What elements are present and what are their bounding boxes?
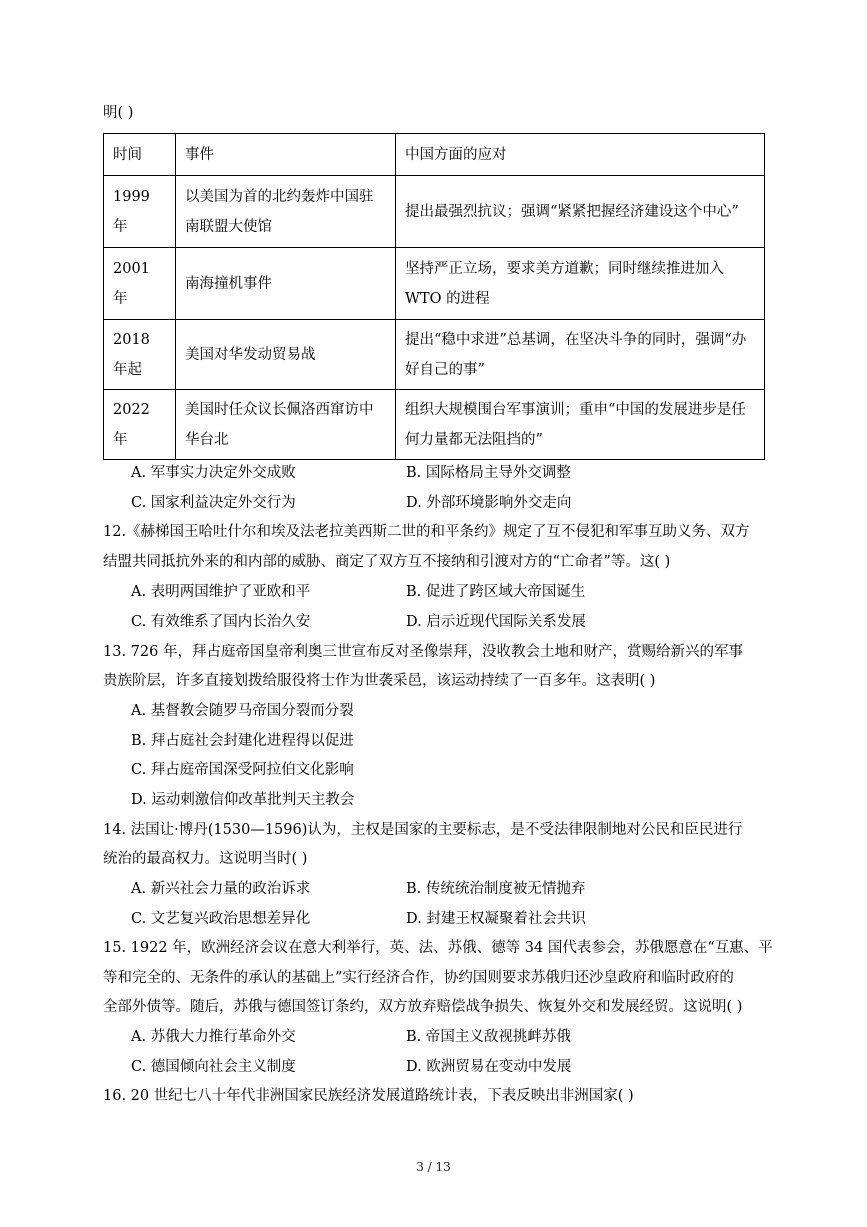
table-cell: 美国对华发动贸易战 (176, 320, 396, 390)
table-cell: 组织大规模围台军事演训；重申“中国的发展进步是任何力量都无法阻挡的” (396, 390, 765, 460)
option-a: A. 军事实力决定外交成败 (131, 465, 296, 481)
option-d: D. 欧洲贸易在变动中发展 (406, 1059, 572, 1075)
table-cell: 1999 年 (104, 176, 176, 248)
table-header-row (104, 134, 765, 176)
question-12-line: 12.《赫梯国王哈吐什尔和埃及法老拉美西斯二世的和平条约》规定了互不侵犯和军事互助义务、双方 (103, 524, 750, 540)
option-c: C. 德国倾向社会主义制度 (131, 1059, 296, 1075)
option-a: A. 苏俄大力推行革命外交 (131, 1029, 296, 1045)
option-a: A. 基督教会随罗马帝国分裂而分裂 (131, 703, 354, 719)
table-cell: 2022 年 (104, 390, 176, 460)
table-cell: 坚持严正立场，要求美方道歉；同时继续推进加入 WTO 的进程 (396, 248, 765, 320)
question-16-line: 16. 20 世纪七八十年代非洲国家民族经济发展道路统计表，下表反映出非洲国家( ) (103, 1088, 634, 1104)
option-a: A. 表明两国维护了亚欧和平 (131, 584, 311, 600)
events-table (103, 133, 765, 460)
table-row (104, 248, 765, 320)
option-d: D. 运动刺激信仰改革批判天主教会 (131, 792, 355, 808)
option-c: C. 文艺复兴政治思想差异化 (131, 911, 311, 927)
table-cell: 以美国为首的北约轰炸中国驻南联盟大使馆 (176, 176, 396, 248)
table-cell: 2001 年 (104, 248, 176, 320)
option-b: B. 促进了跨区域大帝国诞生 (406, 584, 586, 600)
option-d: D. 外部环境影响外交走向 (406, 495, 572, 511)
question-12-line: 结盟共同抵抗外来的和内部的威胁、商定了双方互不接纳和引渡对方的“亡命者”等。这( ) (103, 554, 671, 570)
page-number: 3 / 13 (416, 1160, 451, 1174)
question-15-line: 等和完全的、无条件的承认的基础上”实行经济合作，协约国则要求苏俄归还沙皇政府和临时政府的 (103, 970, 734, 986)
question-13-line: 13. 726 年，拜占庭帝国皇帝利奥三世宣布反对圣像崇拜，没收教会土地和财产，赏赐给新兴的军事 (103, 644, 743, 660)
option-c: C. 国家利益决定外交行为 (131, 495, 296, 511)
option-d: D. 启示近现代国际关系发展 (406, 614, 586, 630)
table-cell: 提出最强烈抗议；强调“紧紧把握经济建设这个中心” (396, 176, 765, 248)
question-15-line: 全部外债等。随后，苏俄与德国签订条约，双方放弃赔偿战争损失、恢复外交和发展经贸。这说明( ) (103, 999, 743, 1015)
question-14-line: 统治的最高权力。这说明当时( ) (103, 851, 308, 867)
question-14-line: 14. 法国让·博丹(1530—1596)认为，主权是国家的主要标志，是不受法律限制地对公民和臣民进行 (103, 822, 743, 838)
option-a: A. 新兴社会力量的政治诉求 (131, 881, 311, 897)
table-row (104, 176, 765, 248)
table-cell: 2018 年起 (104, 320, 176, 390)
header-cell: 时间 (104, 134, 176, 176)
table-cell: 美国时任众议长佩洛西窜访中华台北 (176, 390, 396, 460)
option-c: C. 拜占庭帝国深受阿拉伯文化影响 (131, 762, 354, 778)
header-cell: 中国方面的应对 (396, 134, 765, 176)
option-b: B. 传统统治制度被无情抛弃 (406, 881, 586, 897)
question-15-line: 15. 1922 年，欧洲经济会议在意大利举行，英、法、苏俄、德等 34 国代表参会，苏俄愿意在“互惠、平 (103, 940, 773, 956)
table-row (104, 320, 765, 390)
header-cell: 事件 (176, 134, 396, 176)
option-d: D. 封建王权凝聚着社会共识 (406, 911, 586, 927)
table-cell: 提出“稳中求进”总基调，在坚决斗争的同时，强调“办好自己的事” (396, 320, 765, 390)
option-b: B. 国际格局主导外交调整 (406, 465, 571, 481)
question-13-line: 贵族阶层，许多直接划拨给服役将士作为世袭采邑，该运动持续了一百多年。这表明( ) (103, 673, 656, 689)
table-cell: 南海撞机事件 (176, 248, 396, 320)
question-11-tail: 明( ) (103, 105, 134, 121)
option-c: C. 有效维系了国内长治久安 (131, 614, 311, 630)
table-row (104, 390, 765, 460)
option-b: B. 帝国主义敌视挑衅苏俄 (406, 1029, 571, 1045)
option-b: B. 拜占庭社会封建化进程得以促进 (131, 733, 354, 749)
